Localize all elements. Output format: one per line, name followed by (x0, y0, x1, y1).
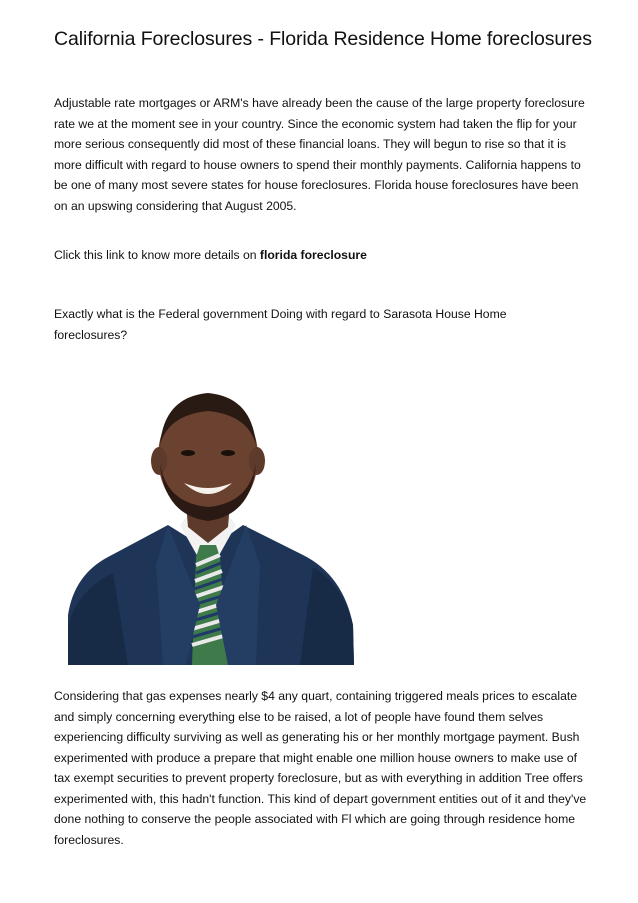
link-prefix-text: Click this link to know more details on (54, 248, 260, 262)
paragraph-link (54, 245, 594, 266)
document-page (54, 28, 594, 847)
florida-foreclosure-link[interactable]: florida foreclosure (259, 248, 367, 262)
man-portrait-photo (68, 375, 358, 665)
page-title: California Foreclosures - Florida Residence Home foreclosures (54, 28, 592, 50)
paragraph-intro: Adjustable rate mortgages or ARM's have already been the cause of the large property foreclosure rate we at the moment see in your country. Since the economic system had taken the flip for your more serious consequently did most of these financial loans. They will begun to rise so that it is more difficult with regard to house owners to spend their monthly payments. California happens to be one of many most severe states for house foreclosures. Florida house foreclosures have been on an upswing considering that August 2005. (54, 96, 585, 213)
paragraph-question: Exactly what is the Federal government Doing with regard to Sarasota House Home foreclosures? (54, 307, 507, 342)
paragraph-body: Considering that gas expenses nearly $4 any quart, containing triggered meals prices to escalate and simply concerning everything else to be raised, a lot of people have found them selves experiencing difficulty surviving as well as generating his or her monthly mortgage payment. Bush experimented with produce a prepare that might enable one million house owners to make use of tax exempt securities to prevent property foreclosure, but as with everything in addition Tree offers experimented with, this hadn't function. This kind of depart government entities out of it and they've done nothing to conserve the people associated with Fl which are going through residence home foreclosures. (54, 689, 587, 847)
